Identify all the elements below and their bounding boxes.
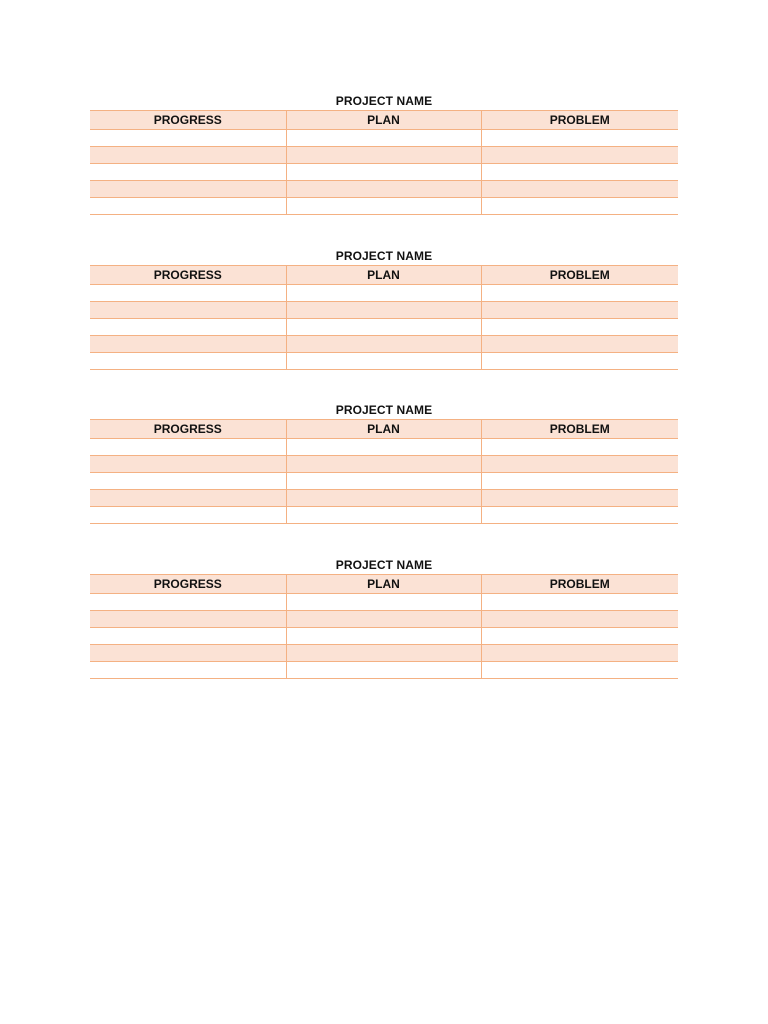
plan-header: PLAN bbox=[286, 575, 481, 594]
progress-cell[interactable] bbox=[90, 336, 286, 353]
problem-cell[interactable] bbox=[481, 611, 678, 628]
header-row bbox=[90, 420, 678, 439]
problem-header: PROBLEM bbox=[481, 111, 678, 130]
header-row bbox=[90, 575, 678, 594]
progress-header: PROGRESS bbox=[90, 111, 286, 130]
problem-cell[interactable] bbox=[481, 302, 678, 319]
table-row bbox=[90, 353, 678, 370]
progress-header: PROGRESS bbox=[90, 266, 286, 285]
problem-cell[interactable] bbox=[481, 594, 678, 611]
progress-cell[interactable] bbox=[90, 662, 286, 679]
problem-cell[interactable] bbox=[481, 507, 678, 524]
progress-cell[interactable] bbox=[90, 439, 286, 456]
project-block-3 bbox=[90, 401, 678, 524]
plan-cell[interactable] bbox=[286, 473, 481, 490]
table-row bbox=[90, 611, 678, 628]
problem-cell[interactable] bbox=[481, 285, 678, 302]
header-row bbox=[90, 266, 678, 285]
problem-cell[interactable] bbox=[481, 198, 678, 215]
plan-cell[interactable] bbox=[286, 336, 481, 353]
table-row bbox=[90, 456, 678, 473]
plan-cell[interactable] bbox=[286, 490, 481, 507]
table-row bbox=[90, 594, 678, 611]
plan-cell[interactable] bbox=[286, 198, 481, 215]
table-row bbox=[90, 198, 678, 215]
progress-cell[interactable] bbox=[90, 473, 286, 490]
problem-cell[interactable] bbox=[481, 662, 678, 679]
problem-cell[interactable] bbox=[481, 456, 678, 473]
project-block-4 bbox=[90, 556, 678, 679]
problem-cell[interactable] bbox=[481, 473, 678, 490]
progress-header: PROGRESS bbox=[90, 420, 286, 439]
plan-header: PLAN bbox=[286, 420, 481, 439]
project-block-2 bbox=[90, 247, 678, 370]
problem-cell[interactable] bbox=[481, 628, 678, 645]
plan-cell[interactable] bbox=[286, 353, 481, 370]
plan-cell[interactable] bbox=[286, 164, 481, 181]
problem-cell[interactable] bbox=[481, 336, 678, 353]
problem-header: PROBLEM bbox=[481, 575, 678, 594]
plan-cell[interactable] bbox=[286, 181, 481, 198]
plan-cell[interactable] bbox=[286, 439, 481, 456]
project-table bbox=[90, 574, 678, 679]
problem-cell[interactable] bbox=[481, 353, 678, 370]
project-title: PROJECT NAME bbox=[335, 403, 433, 417]
project-title: PROJECT NAME bbox=[335, 558, 433, 572]
table-row bbox=[90, 130, 678, 147]
progress-cell[interactable] bbox=[90, 611, 286, 628]
progress-cell[interactable] bbox=[90, 645, 286, 662]
plan-cell[interactable] bbox=[286, 645, 481, 662]
progress-cell[interactable] bbox=[90, 302, 286, 319]
progress-cell[interactable] bbox=[90, 353, 286, 370]
problem-cell[interactable] bbox=[481, 439, 678, 456]
table-row bbox=[90, 285, 678, 302]
problem-cell[interactable] bbox=[481, 645, 678, 662]
plan-cell[interactable] bbox=[286, 456, 481, 473]
progress-cell[interactable] bbox=[90, 285, 286, 302]
project-table bbox=[90, 110, 678, 215]
plan-header: PLAN bbox=[286, 266, 481, 285]
progress-cell[interactable] bbox=[90, 164, 286, 181]
project-block-1 bbox=[90, 92, 678, 215]
project-table bbox=[90, 419, 678, 524]
progress-cell[interactable] bbox=[90, 181, 286, 198]
table-row bbox=[90, 490, 678, 507]
table-row bbox=[90, 628, 678, 645]
plan-cell[interactable] bbox=[286, 662, 481, 679]
table-row bbox=[90, 164, 678, 181]
problem-header: PROBLEM bbox=[481, 266, 678, 285]
plan-cell[interactable] bbox=[286, 147, 481, 164]
plan-cell[interactable] bbox=[286, 611, 481, 628]
progress-cell[interactable] bbox=[90, 628, 286, 645]
plan-cell[interactable] bbox=[286, 319, 481, 336]
table-row bbox=[90, 181, 678, 198]
plan-cell[interactable] bbox=[286, 594, 481, 611]
plan-cell[interactable] bbox=[286, 507, 481, 524]
problem-header: PROBLEM bbox=[481, 420, 678, 439]
progress-cell[interactable] bbox=[90, 507, 286, 524]
progress-header: PROGRESS bbox=[90, 575, 286, 594]
table-row bbox=[90, 336, 678, 353]
project-table bbox=[90, 265, 678, 370]
progress-cell[interactable] bbox=[90, 490, 286, 507]
table-row bbox=[90, 662, 678, 679]
problem-cell[interactable] bbox=[481, 181, 678, 198]
plan-header: PLAN bbox=[286, 111, 481, 130]
plan-cell[interactable] bbox=[286, 628, 481, 645]
progress-cell[interactable] bbox=[90, 594, 286, 611]
plan-cell[interactable] bbox=[286, 285, 481, 302]
problem-cell[interactable] bbox=[481, 164, 678, 181]
progress-cell[interactable] bbox=[90, 147, 286, 164]
table-row bbox=[90, 439, 678, 456]
progress-cell[interactable] bbox=[90, 198, 286, 215]
project-title: PROJECT NAME bbox=[335, 94, 433, 108]
header-row bbox=[90, 111, 678, 130]
table-row bbox=[90, 319, 678, 336]
problem-cell[interactable] bbox=[481, 490, 678, 507]
table-row bbox=[90, 147, 678, 164]
plan-cell[interactable] bbox=[286, 130, 481, 147]
table-row bbox=[90, 473, 678, 490]
problem-cell[interactable] bbox=[481, 319, 678, 336]
table-row bbox=[90, 302, 678, 319]
table-row bbox=[90, 507, 678, 524]
project-title: PROJECT NAME bbox=[335, 249, 433, 263]
problem-cell[interactable] bbox=[481, 130, 678, 147]
problem-cell[interactable] bbox=[481, 147, 678, 164]
progress-cell[interactable] bbox=[90, 130, 286, 147]
table-row bbox=[90, 645, 678, 662]
progress-cell[interactable] bbox=[90, 319, 286, 336]
plan-cell[interactable] bbox=[286, 302, 481, 319]
progress-cell[interactable] bbox=[90, 456, 286, 473]
